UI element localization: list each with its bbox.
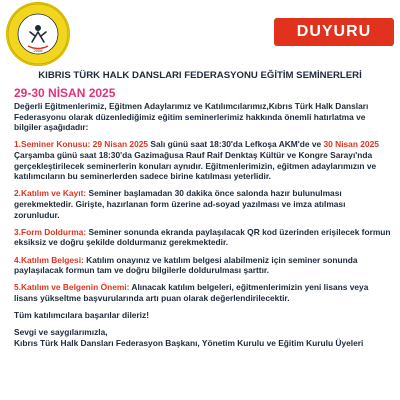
- page-title: KIBRIS TÜRK HALK DANSLARI FEDERASYONU EĞİTİM SEMİNERLERİ: [38, 70, 362, 81]
- section-label: 3.Form Doldurma:: [14, 226, 87, 237]
- svg-text:2006: 2006: [33, 48, 43, 53]
- signature-block: [14, 327, 392, 348]
- section-text: Çarşamba günü saat 18:30'da Gazimağusa Rauf Raif Denktaş Kültür ve Kongre Sarayı'nda gerçekleştirilecek seminerlerin konuları aynıdır. Eğitmenlerimizin, eğitmen adaylarımızın ve katılımcıların bu seminerlerden sadece birine katılması yeterlidir.: [14, 149, 377, 182]
- section-label: 2.Katılım ve Kayıt:: [14, 188, 87, 199]
- section-3: [14, 227, 392, 248]
- section-2: [14, 188, 392, 220]
- closing-line: Tüm katılımcılara başarılar dileriz!: [14, 310, 149, 321]
- section-text: Seminer sonunda ekranda paylaşılacak QR kod üzerinden erişilecek formun eksiksiz ve doğru şekilde doldurmanız gerekmektedir.: [14, 226, 391, 248]
- signoff-line: Sevgi ve saygılarımızla,: [14, 327, 108, 338]
- section-text: Alınacak katılım belgeleri, eğitmenlerimizin yeni lisans veya lisans yükseltme başvurularında artı puan olarak değerlendirilecektir.: [14, 282, 369, 303]
- section-date: 29 Nisan 2025: [92, 139, 149, 150]
- section-text: Katılım onayınız ve katılım belgesi alabilmeniz için seminer sonunda paylaşılacak formun tam ve doğru bilgilerle doldurulması şarttır.: [14, 254, 358, 276]
- duyuru-badge: DUYURU: [274, 18, 394, 46]
- announcement-body: [14, 101, 392, 348]
- section-1: [14, 139, 392, 181]
- section-text: Seminer başlamadan 30 dakika önce salonda hazır bulunulması gerekmektedir. Girişte, hazırlanan form üzerine ad-soyad yazılması ve imza atılması zorunludur.: [14, 188, 346, 220]
- section-5: [14, 282, 392, 303]
- section-label: 4.Katılım Belgesi:: [14, 254, 84, 265]
- section-text: Salı günü saat 18:30'da Lefkoşa AKM'de ve: [148, 139, 324, 150]
- logo-emblem-icon: [6, 2, 70, 66]
- section-label: 1.Seminer Konusu:: [14, 139, 91, 150]
- event-date: 29-30 NİSAN 2025: [14, 86, 116, 100]
- header: [0, 0, 400, 66]
- section-4: [14, 255, 392, 276]
- signature-line: Kıbrıs Türk Halk Dansları Federasyon Başkanı, Yönetim Kurulu ve Eğitim Kurulu Üyeleri: [14, 337, 364, 348]
- section-date: 30 Nisan 2025: [323, 139, 379, 150]
- intro-paragraph: Değerli Eğitmenlerimiz, Eğitmen Adaylarımız ve Katılımcılarımız,Kıbrıs Türk Halk Dansları Federasyonu olarak düzenlediğimiz eğitim seminerlerimiz hakkında önemli hatırlatma ve bilgiler aşağıdadır:: [14, 101, 369, 133]
- section-label: 5.Katılım ve Belgenin Önemi:: [14, 282, 130, 293]
- federation-logo: [6, 2, 70, 66]
